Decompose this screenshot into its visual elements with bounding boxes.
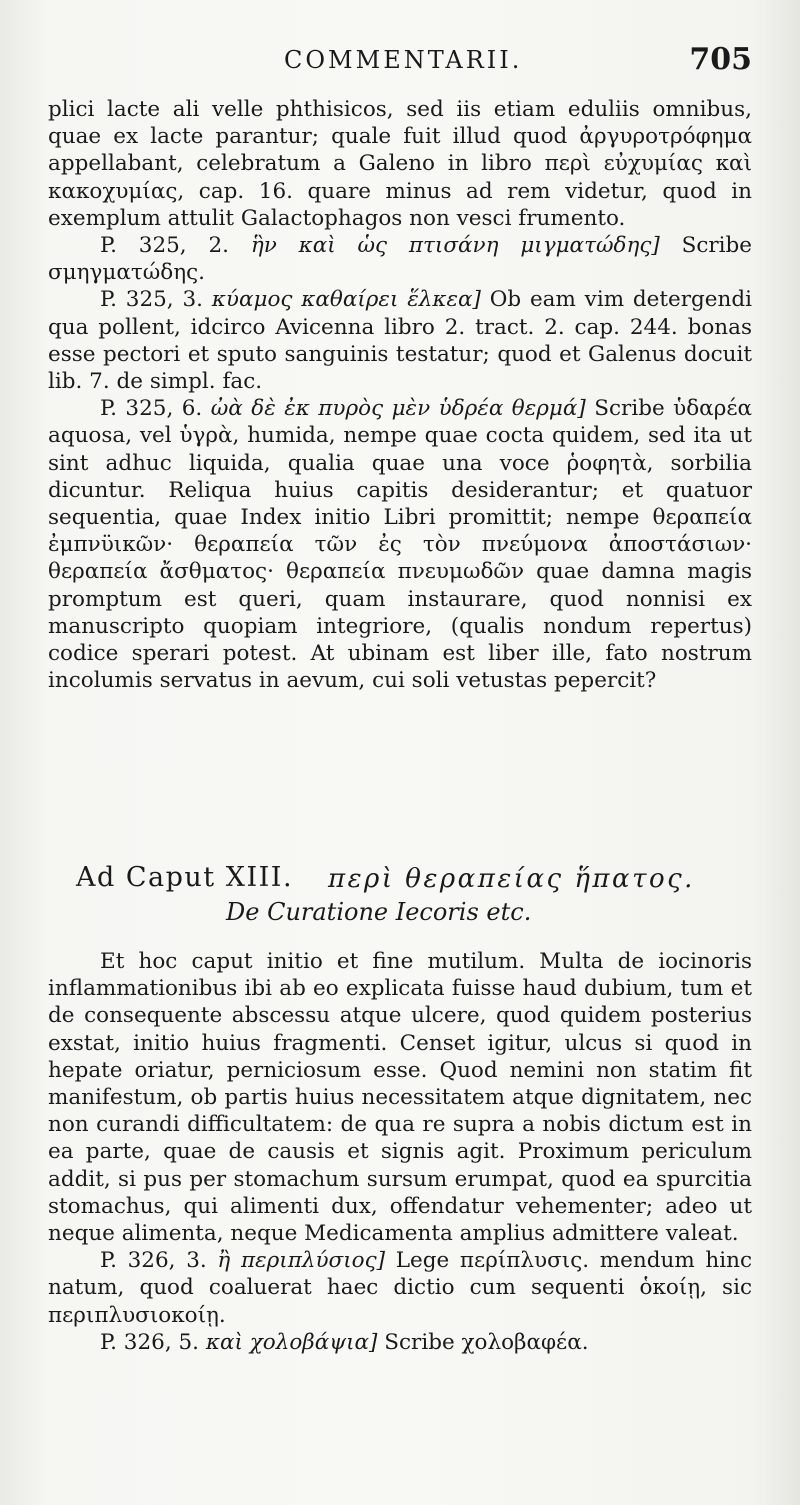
section-label: Ad Caput XIII. — [76, 862, 294, 893]
running-title: COMMENTARII. — [284, 46, 523, 74]
section-greek-title: περὶ θεραπείας ἥπατος. — [328, 864, 695, 894]
note-326-3 — [48, 1247, 752, 1329]
note-325-2 — [48, 232, 752, 286]
note-reference: P. 325, 2. — [100, 233, 229, 259]
greek-lemma: κύαμος καθαίρει ἕλκεα] — [211, 287, 481, 313]
note-reference: P. 325, 6. — [100, 396, 203, 422]
note-text: Scribe ὑδαρέα aquosa, vel ὑγρὰ, humida, nempe quae cocta quidem, sed ita ut sint adhuc liquida, qualia quae una voce ῥοφητὰ, sorbilia dicuntur. Reliqua huius capitis desiderantur; et quatuor sequentia, quae Index initio Libri promittit; nempe θεραπεία ἐμπνϋικῶν· θεραπεία τῶν ἐς τὸν πνεύμονα ἀποστάσιων· θεραπεία ἄσθματος· θεραπεία πνευμωδῶν quae damna magis promptum est queri, quam instaurare, quod nonnisi ex manuscripto quopiam integriore, (qualis nondum repertus) codice sperari potest. At ubinam est liber ille, fato nostrum incolumis servatus in aevum, cui soli vetustas pepercit? — [48, 396, 752, 694]
greek-lemma: ἣν καὶ ὡς πτισάνη μιγματώδης] — [250, 233, 660, 259]
note-text: Lege περίπλυσις. mendum hinc natum, quod coaluerat haec dictio cum sequenti ὁκοίῃ, sic περιπλυσιοκοίῃ. — [48, 1248, 753, 1328]
running-head — [48, 42, 752, 78]
note-text: Ob eam vim detergendi qua pollent, idcirco Avicenna libro 2. tract. 2. cap. 244. bonas esse pectori et sputo sanguinis testatur; quod et Galenus docuit lib. 7. de simpl. fac. — [48, 287, 753, 395]
section-heading — [48, 862, 752, 928]
note-325-3 — [48, 286, 752, 395]
section-intro-paragraph: Et hoc caput initio et fine mutilum. Multa de iocinoris inflammationibus ibi ab eo explicata fuisse haud dubium, tum et de consequente abscessu atque ulcere, quod quidem posterius exstat, initio huius fragmenti. Censet igitur, ulcus si quod in hepate oriatur, perniciosum esse. Quod nemini non statim fit manifestum, ob partis huius necessitatem atque dignitatem, nec non curandi difficultatem: de qua re supra a nobis dictum est in ea parte, quae de causis et signis agit. Proximum periculum addit, si pus per stomachum sursum erumpat, quod ea spurcitia stomachus, qui alimenti dux, offendatur vehementer; adeo ut neque alimenta, neque Medicamenta amplius admittere valeat. — [48, 949, 752, 1247]
section-latin-title: De Curatione Iecoris etc. — [226, 898, 532, 926]
note-reference: P. 326, 3. — [100, 1248, 207, 1274]
greek-lemma: καὶ χολοβάψια] — [205, 1329, 378, 1355]
note-326-5 — [48, 1329, 752, 1356]
note-reference: P. 326, 5. — [100, 1329, 199, 1355]
greek-lemma: ἢ περιπλύσιος] — [217, 1248, 386, 1274]
paragraph-continuation: plici lacte ali velle phthisicos, sed iis etiam eduliis omnibus, quae ex lacte parantur; quale fuit illud quod ἀργυροτρόφημα appellabant, celebratum a Galeno in libro περὶ εὐχυμίας καὶ κακοχυμίας, cap. 16. quare minus ad rem videtur, quod in exemplum attulit Galactophagos non vesci frumento. — [48, 97, 752, 231]
commentary-block-2 — [48, 948, 752, 1356]
note-text: Scribe σμηγματώδης. — [48, 233, 753, 286]
commentary-block-1 — [48, 96, 752, 694]
note-text: Scribe χολοβαφέα. — [384, 1329, 589, 1355]
note-325-6 — [48, 395, 752, 694]
greek-lemma: ὠὰ δὲ ἐκ πυρὸς μὲν ὑδρέα θερμά] — [210, 396, 586, 422]
page-number: 705 — [689, 42, 752, 77]
note-reference: P. 325, 3. — [100, 287, 203, 313]
